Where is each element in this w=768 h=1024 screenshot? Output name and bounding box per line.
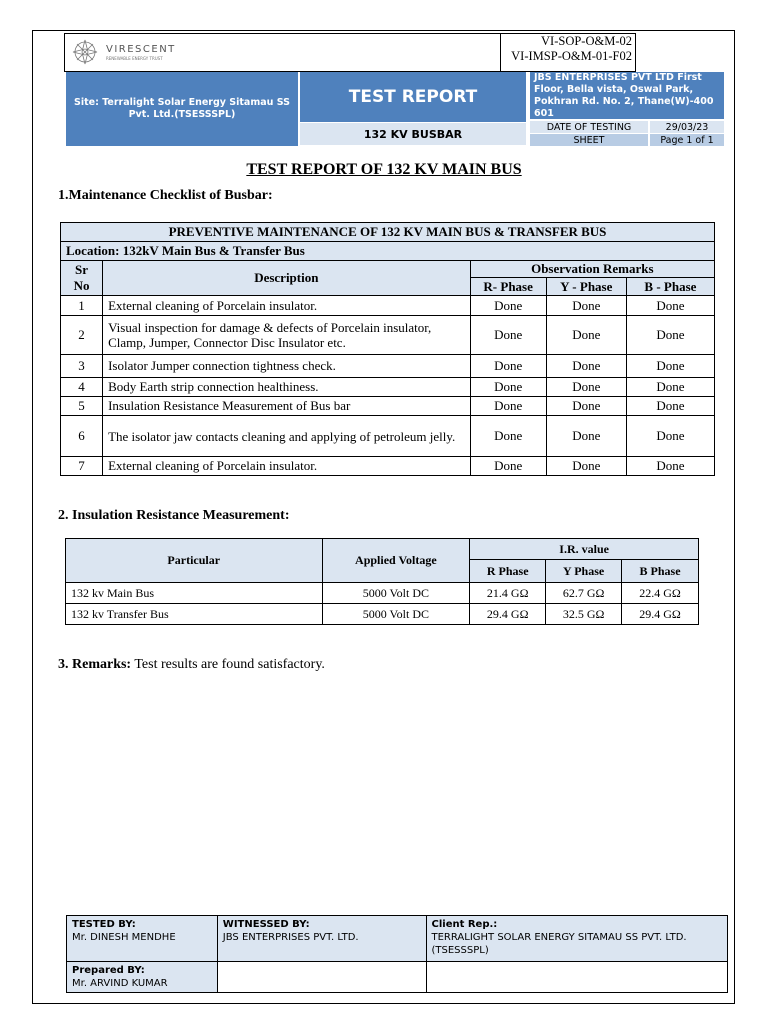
y-cell: 62.7 GΩ [546, 583, 622, 604]
table-row [61, 355, 715, 378]
insulation-resistance-table [65, 538, 699, 625]
table-row [66, 583, 699, 604]
sr-cell: 6 [61, 416, 103, 457]
r-cell: Done [470, 416, 546, 457]
r-cell: 29.4 GΩ [470, 604, 546, 625]
doc-code-1: VI-SOP-O&M-02 [541, 34, 632, 48]
client-rep-cell [426, 916, 728, 962]
desc-cell: External cleaning of Porcelain insulator. [103, 457, 471, 476]
table-row [61, 316, 715, 355]
b-cell: Done [626, 457, 714, 476]
b-cell: Done [626, 355, 714, 378]
table-row [61, 416, 715, 457]
sr-cell: 3 [61, 355, 103, 378]
b-cell: 22.4 GΩ [622, 583, 699, 604]
b-cell: Done [626, 397, 714, 416]
prepared-by-label: Prepared BY: [72, 965, 145, 976]
col-b-phase: B Phase [622, 560, 699, 583]
y-cell: Done [546, 316, 626, 355]
signature-table [66, 915, 728, 993]
col-observation: Observation Remarks [470, 261, 714, 278]
report-title: TEST REPORT [300, 72, 526, 122]
remarks-text: Test results are found satisfactory. [131, 657, 325, 672]
table-row [61, 457, 715, 476]
r-cell: Done [470, 316, 546, 355]
sr-cell: 7 [61, 457, 103, 476]
r-cell: Done [470, 397, 546, 416]
witnessed-by-cell [217, 916, 426, 962]
site-name: Site: Terralight Solar Energy Sitamau SS Pvt. Ltd.(TSESSSPL) [66, 72, 298, 146]
sr-cell: 2 [61, 316, 103, 355]
virescent-logo-icon [70, 36, 100, 68]
section1-heading: 1.Maintenance Checklist of Busbar: [58, 188, 273, 203]
y-cell: Done [546, 416, 626, 457]
desc-cell: Insulation Resistance Measurement of Bus bar [103, 397, 471, 416]
b-cell: Done [626, 378, 714, 397]
prepared-by-name: Mr. ARVIND KUMAR [72, 978, 168, 989]
witnessed-by-name: JBS ENTERPRISES PVT. LTD. [222, 932, 359, 943]
r-cell: Done [470, 296, 546, 316]
client-rep-name: TERRALIGHT SOLAR ENERGY SITAMAU SS PVT. LTD. (TSESSSPL) [431, 932, 687, 956]
particular-cell: 132 kv Main Bus [66, 583, 323, 604]
col-b-phase: B - Phase [626, 278, 714, 296]
contractor-address: JBS ENTERPRISES PVT LTD First Floor, Bella vista, Oswal Park, Pokhran Rd. No. 2, Thane(W)-400 601 [530, 72, 724, 119]
particular-cell: 132 kv Transfer Bus [66, 604, 323, 625]
r-cell: Done [470, 378, 546, 397]
table-row [66, 604, 699, 625]
doc-code-2: VI-IMSP-O&M-01-F02 [511, 49, 632, 63]
voltage-cell: 5000 Volt DC [322, 604, 470, 625]
maintenance-checklist-table [60, 222, 715, 476]
sheet-label: SHEET [530, 134, 648, 146]
y-cell: Done [546, 397, 626, 416]
sr-cell: 4 [61, 378, 103, 397]
remarks [58, 657, 325, 673]
b-cell: 29.4 GΩ [622, 604, 699, 625]
sr-cell: 1 [61, 296, 103, 316]
desc-cell: Isolator Jumper connection tightness check. [103, 355, 471, 378]
table-row [61, 296, 715, 316]
r-cell: 21.4 GΩ [470, 583, 546, 604]
r-cell: Done [470, 457, 546, 476]
col-y-phase: Y - Phase [546, 278, 626, 296]
client-rep-label: Client Rep.: [431, 919, 498, 930]
signature-blank-cell [217, 962, 426, 993]
document-title: TEST REPORT OF 132 KV MAIN BUS [246, 161, 522, 178]
col-particular: Particular [66, 539, 323, 583]
witnessed-by-label: WITNESSED BY: [222, 919, 310, 930]
tested-by-cell [67, 916, 218, 962]
b-cell: Done [626, 316, 714, 355]
section2-heading: 2. Insulation Resistance Measurement: [58, 508, 290, 523]
col-ir-value: I.R. value [470, 539, 699, 560]
desc-cell: Body Earth strip connection healthiness. [103, 378, 471, 397]
logo-name: VIRESCENT [106, 44, 176, 55]
voltage-cell: 5000 Volt DC [322, 583, 470, 604]
table-row [61, 397, 715, 416]
y-cell: Done [546, 296, 626, 316]
y-cell: Done [546, 355, 626, 378]
desc-cell: Visual inspection for damage & defects of Porcelain insulator, Clamp, Jumper, Connector Disc Insulator etc. [103, 316, 471, 355]
y-cell: Done [546, 457, 626, 476]
col-sr-no: Sr No [61, 261, 103, 296]
y-cell: 32.5 GΩ [546, 604, 622, 625]
date-label: DATE OF TESTING [530, 121, 648, 133]
signature-blank-cell [426, 962, 728, 993]
col-y-phase: Y Phase [546, 560, 622, 583]
col-applied-voltage: Applied Voltage [322, 539, 470, 583]
b-cell: Done [626, 416, 714, 457]
table-row [61, 378, 715, 397]
logo-tagline: RENEWABLE ENERGY TRUST [106, 56, 163, 61]
sr-cell: 5 [61, 397, 103, 416]
prepared-by-cell [67, 962, 218, 993]
remarks-label: 3. Remarks: [58, 657, 132, 672]
desc-cell: The isolator jaw contacts cleaning and applying of petroleum jelly. [103, 416, 471, 457]
tested-by-name: Mr. DINESH MENDHE [72, 932, 176, 943]
r-cell: Done [470, 355, 546, 378]
col-r-phase: R Phase [470, 560, 546, 583]
col-description: Description [103, 261, 471, 296]
checklist-table-title: PREVENTIVE MAINTENANCE OF 132 KV MAIN BUS & TRANSFER BUS [61, 223, 715, 242]
col-r-phase: R- Phase [470, 278, 546, 296]
desc-cell: External cleaning of Porcelain insulator. [103, 296, 471, 316]
date-value: 29/03/23 [650, 121, 724, 133]
equipment-name: 132 KV BUSBAR [300, 123, 526, 145]
tested-by-label: TESTED BY: [72, 919, 136, 930]
y-cell: Done [546, 378, 626, 397]
sheet-value: Page 1 of 1 [650, 134, 724, 146]
checklist-location: Location: 132kV Main Bus & Transfer Bus [61, 242, 715, 261]
b-cell: Done [626, 296, 714, 316]
